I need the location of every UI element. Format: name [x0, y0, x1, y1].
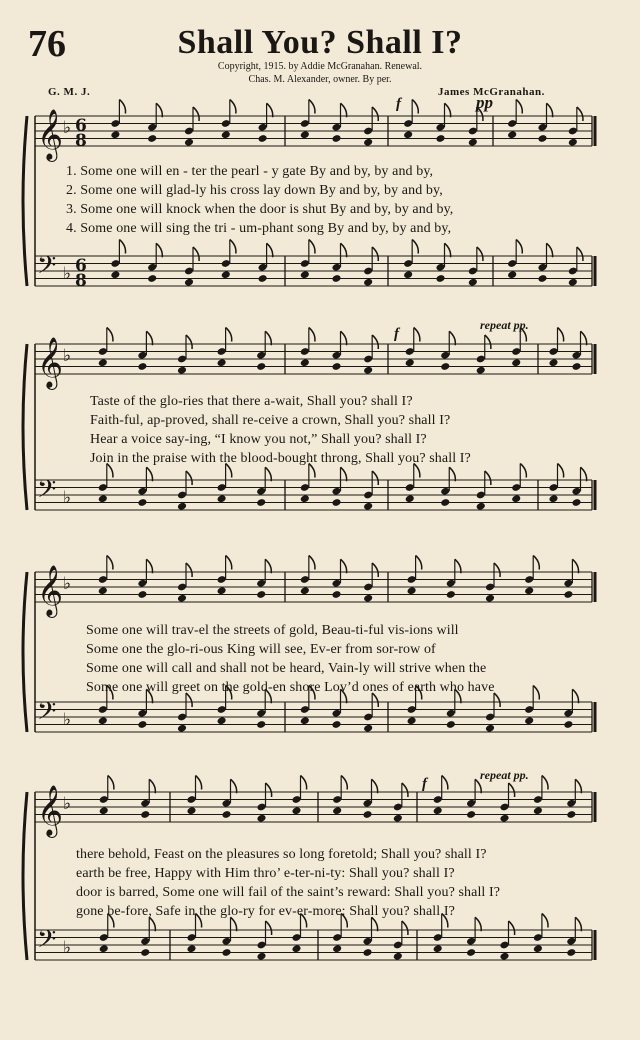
key-signature-flat: ♭ — [63, 346, 72, 366]
treble-note — [110, 130, 120, 139]
bass-note — [256, 498, 266, 507]
verse-3-line-3: Some one will call and shall not be heard, Vain-ly will strive when the — [86, 661, 487, 676]
bass-note — [524, 716, 534, 725]
bass-note — [435, 274, 445, 283]
treble-note-flag — [156, 103, 162, 117]
treble-note — [435, 134, 445, 143]
bass-note — [537, 274, 547, 283]
treble-note-flag — [107, 556, 113, 570]
bass-note — [186, 944, 196, 953]
treble-note — [331, 362, 341, 371]
verse-4-line-3: Some one will greet on the gold-en shore Lov’d ones of earth who have — [86, 680, 495, 695]
verse-2-line-1: 2. Some one will glad-ly his cross lay down By and by, by and by, — [66, 183, 443, 198]
treble-note-flag — [449, 331, 455, 345]
treble-note — [566, 810, 576, 819]
key-signature-flat: ♭ — [63, 938, 72, 958]
treble-clef-icon: 𝄞 — [37, 337, 64, 388]
bass-note-flag — [581, 467, 587, 481]
treble-note-flag — [226, 328, 232, 342]
bass-note-flag — [372, 471, 378, 485]
bass-note-flag — [445, 243, 451, 257]
treble-note-flag — [265, 331, 271, 345]
treble-note-flag — [412, 100, 418, 114]
bass-note-flag — [520, 464, 526, 478]
bass-note-flag — [485, 471, 491, 485]
repeat-pp-2: repeat pp. — [480, 768, 529, 782]
treble-note — [362, 810, 372, 819]
treble-note — [256, 362, 266, 371]
treble-note-flag — [547, 103, 553, 117]
bass-note — [511, 494, 521, 503]
bass-note — [300, 716, 310, 725]
bass-note — [446, 720, 456, 729]
treble-note — [533, 806, 543, 815]
bass-note-flag — [146, 467, 152, 481]
treble-note — [331, 590, 341, 599]
bass-note — [221, 270, 231, 279]
bass-note — [331, 720, 341, 729]
bass-note — [363, 278, 373, 287]
bass-note-flag — [119, 240, 125, 254]
bass-note — [300, 270, 310, 279]
words-credit: G. M. J. — [48, 86, 91, 98]
bass-note — [98, 494, 108, 503]
treble-note-flag — [516, 100, 522, 114]
treble-note-flag — [372, 335, 378, 349]
bass-note — [362, 948, 372, 957]
treble-note-flag — [341, 776, 347, 790]
bass-note — [566, 948, 576, 957]
treble-note-flag — [146, 559, 152, 573]
bass-note — [110, 270, 120, 279]
treble-note — [221, 130, 231, 139]
treble-note — [217, 358, 227, 367]
treble-note-flag — [186, 563, 192, 577]
treble-note — [499, 814, 509, 823]
treble-note — [98, 358, 108, 367]
treble-clef-icon: 𝄞 — [37, 785, 64, 836]
bass-note — [98, 716, 108, 725]
bass-note — [177, 724, 187, 733]
treble-note-flag — [266, 783, 272, 797]
treble-note — [407, 586, 417, 595]
treble-note-flag — [146, 331, 152, 345]
bass-note-flag — [575, 917, 581, 931]
bass-note-flag — [193, 247, 199, 261]
treble-clef-icon: 𝄞 — [37, 109, 64, 160]
treble-note-flag — [149, 779, 155, 793]
bass-note-flag — [186, 471, 192, 485]
treble-note-flag — [196, 776, 202, 790]
verse-4-line-2: Join in the praise with the blood-bought throng, Shall you? shall I? — [90, 451, 471, 466]
treble-note — [186, 806, 196, 815]
key-signature-flat: ♭ — [63, 488, 72, 508]
treble-note — [147, 134, 157, 143]
dynamic-forte-2: f — [394, 326, 399, 342]
treble-note-flag — [442, 776, 448, 790]
bass-note — [476, 502, 486, 511]
dynamic-pianissimo: pp — [476, 93, 493, 112]
verse-1-line-1: 1. Some one will en - ter the pearl - y gate By and by, by and by, — [66, 164, 434, 179]
bass-note — [331, 498, 341, 507]
treble-note — [466, 810, 476, 819]
bass-note — [563, 720, 573, 729]
bass-note — [468, 278, 478, 287]
treble-note-flag — [577, 107, 583, 121]
bass-clef-icon: 𝄢 — [37, 697, 57, 732]
verse-3-line-1: 3. Some one will knock when the door is shut By and by, by and by, — [66, 202, 454, 217]
treble-note — [405, 358, 415, 367]
treble-note-flag — [309, 100, 315, 114]
treble-note — [507, 130, 517, 139]
bass-note — [217, 716, 227, 725]
time-signature-top: 6 — [75, 256, 87, 276]
treble-note-flag — [402, 783, 408, 797]
treble-note — [485, 594, 495, 603]
bass-note — [485, 724, 495, 733]
verse-4-line-1: 4. Some one will sing the tri - um-phant song By and by, by and by, — [66, 221, 452, 236]
bass-note-flag — [509, 921, 515, 935]
bass-note — [332, 944, 342, 953]
bass-note-flag — [449, 467, 455, 481]
treble-note — [217, 586, 227, 595]
bass-note-flag — [547, 243, 553, 257]
treble-note-flag — [341, 331, 347, 345]
bass-note-flag — [372, 247, 378, 261]
dynamic-forte-1: f — [396, 96, 401, 112]
treble-note — [393, 814, 403, 823]
treble-clef-icon: 𝄞 — [37, 565, 64, 616]
key-signature-flat: ♭ — [63, 574, 72, 594]
bass-note — [137, 720, 147, 729]
bass-note — [221, 948, 231, 957]
treble-note-flag — [108, 776, 114, 790]
bass-note-flag — [516, 240, 522, 254]
key-signature-flat: ♭ — [63, 118, 72, 138]
dynamic-forte-3: f — [422, 776, 427, 792]
bass-note-flag — [265, 467, 271, 481]
treble-note — [363, 594, 373, 603]
copyright-line-1: Copyright, 1915. by Addie McGranahan. Renewal. — [217, 61, 423, 72]
verse-2-line-2: Faith-ful, ap-proved, shall re-ceive a crown, Shall you? shall I? — [90, 413, 451, 428]
bass-note — [571, 498, 581, 507]
repeat-pp-1: repeat pp. — [480, 318, 529, 332]
verse-1-line-2: Taste of the glo-ries that there a-wait, Shall you? shall I? — [90, 394, 413, 409]
bass-note-flag — [477, 247, 483, 261]
treble-note — [258, 134, 268, 143]
treble-note — [98, 586, 108, 595]
treble-note — [99, 806, 109, 815]
treble-note-flag — [309, 556, 315, 570]
treble-note-flag — [301, 776, 307, 790]
bass-note — [393, 952, 403, 961]
bass-note-flag — [230, 240, 236, 254]
verse-4-line-4: gone be-fore, Safe in the glo-ry for ev-er-more: Shall you? shall I? — [76, 904, 455, 919]
treble-note-flag — [226, 556, 232, 570]
bass-note-flag — [267, 243, 273, 257]
treble-note — [291, 806, 301, 815]
treble-note — [331, 134, 341, 143]
bass-note-flag — [266, 921, 272, 935]
key-signature-flat: ♭ — [63, 264, 72, 284]
treble-note — [403, 130, 413, 139]
treble-note — [300, 586, 310, 595]
bass-note — [440, 498, 450, 507]
treble-note-flag — [416, 556, 422, 570]
treble-note — [300, 130, 310, 139]
system-4-brace — [23, 792, 27, 960]
bass-clef-icon: 𝄢 — [37, 475, 57, 510]
key-signature-flat: ♭ — [63, 710, 72, 730]
treble-note — [221, 810, 231, 819]
treble-note-flag — [372, 563, 378, 577]
verse-3-line-4: door is barred, Some one will fail of the saint’s reward: Shall you? shall I? — [76, 885, 501, 900]
treble-note-flag — [107, 328, 113, 342]
treble-note-flag — [231, 779, 237, 793]
treble-note-flag — [230, 100, 236, 114]
treble-note-flag — [119, 100, 125, 114]
treble-note — [571, 362, 581, 371]
bass-note — [466, 948, 476, 957]
key-signature-flat: ♭ — [63, 794, 72, 814]
bass-note-flag — [309, 240, 315, 254]
bass-note — [300, 494, 310, 503]
treble-note — [363, 366, 373, 375]
bass-note — [533, 944, 543, 953]
treble-note-flag — [193, 107, 199, 121]
treble-note — [468, 138, 478, 147]
bass-note — [331, 274, 341, 283]
bass-note — [140, 948, 150, 957]
treble-note — [177, 594, 187, 603]
treble-note — [568, 138, 578, 147]
time-signature-top: 6 — [75, 116, 87, 136]
treble-note-flag — [445, 103, 451, 117]
treble-note — [184, 138, 194, 147]
bass-note — [499, 952, 509, 961]
treble-note-flag — [509, 783, 515, 797]
treble-note-flag — [414, 328, 420, 342]
bass-note-flag — [402, 921, 408, 935]
music-credit: James McGranahan. — [438, 86, 545, 98]
system-1-brace — [23, 116, 27, 286]
treble-note — [440, 362, 450, 371]
treble-note-flag — [186, 335, 192, 349]
treble-note-flag — [485, 335, 491, 349]
bass-note — [256, 952, 266, 961]
treble-note — [524, 586, 534, 595]
verse-2-line-4: earth be free, Happy with Him thro’ e-ter-ni-ty: Shall you? shall I? — [76, 866, 455, 881]
bass-note-flag — [341, 467, 347, 481]
treble-note — [363, 138, 373, 147]
bass-note — [405, 494, 415, 503]
bass-note — [363, 724, 373, 733]
bass-note — [507, 270, 517, 279]
treble-note — [300, 358, 310, 367]
treble-note-flag — [372, 779, 378, 793]
verse-2-line-3: Some one the glo-ri-ous King will see, Ev-er from sor-row of — [86, 642, 436, 657]
bass-note-flag — [542, 914, 548, 928]
verse-1-line-3: Some one will trav-el the streets of gold, Beau-ti-ful vis-ions will — [86, 623, 459, 638]
treble-note — [256, 814, 266, 823]
treble-note — [563, 590, 573, 599]
bass-note-flag — [533, 686, 539, 700]
treble-note — [548, 358, 558, 367]
time-signature-bottom: 8 — [75, 131, 87, 151]
treble-note-flag — [309, 328, 315, 342]
treble-note — [137, 590, 147, 599]
treble-note-flag — [575, 779, 581, 793]
treble-note-flag — [581, 331, 587, 345]
bass-note-flag — [494, 693, 500, 707]
verse-1-line-4: there behold, Feast on the pleasures so long foretold; Shall you? shall I? — [76, 847, 487, 862]
treble-note — [177, 366, 187, 375]
treble-note — [511, 358, 521, 367]
treble-note — [137, 362, 147, 371]
treble-note — [256, 590, 266, 599]
hymn-number: 76 — [28, 23, 66, 65]
bass-clef-icon: 𝄢 — [37, 925, 57, 960]
bass-note-flag — [577, 247, 583, 261]
bass-note — [258, 274, 268, 283]
system-2-brace — [23, 344, 27, 510]
bass-note — [256, 720, 266, 729]
bass-note-flag — [475, 917, 481, 931]
bass-note — [568, 278, 578, 287]
treble-note-flag — [372, 107, 378, 121]
treble-note-flag — [341, 559, 347, 573]
time-signature-bottom: 8 — [75, 271, 87, 291]
bass-note-flag — [572, 689, 578, 703]
bass-note-flag — [412, 240, 418, 254]
bass-note-flag — [558, 464, 564, 478]
bass-note-flag — [341, 243, 347, 257]
treble-note-flag — [542, 776, 548, 790]
treble-note — [476, 366, 486, 375]
bass-note — [99, 944, 109, 953]
verse-3-line-2: Hear a voice say-ing, “I know you not,” Shall you? shall I? — [90, 432, 427, 447]
system-3-brace — [23, 572, 27, 732]
treble-note-flag — [494, 563, 500, 577]
treble-note-flag — [267, 103, 273, 117]
treble-note-flag — [572, 559, 578, 573]
treble-note-flag — [265, 559, 271, 573]
treble-note — [140, 810, 150, 819]
treble-note — [433, 806, 443, 815]
bass-note — [403, 270, 413, 279]
bass-note — [433, 944, 443, 953]
bass-clef-icon: 𝄢 — [37, 251, 57, 286]
bass-note — [548, 494, 558, 503]
bass-note — [147, 274, 157, 283]
bass-note — [137, 498, 147, 507]
treble-note-flag — [558, 328, 564, 342]
copyright-line-2: Chas. M. Alexander, owner. By per. — [248, 74, 392, 85]
bass-note — [217, 494, 227, 503]
treble-note — [446, 590, 456, 599]
hymn-title: Shall You? Shall I? — [177, 24, 463, 61]
bass-note-flag — [156, 243, 162, 257]
treble-note-flag — [341, 103, 347, 117]
bass-note — [177, 502, 187, 511]
treble-note — [537, 134, 547, 143]
bass-note — [407, 716, 417, 725]
bass-note — [184, 278, 194, 287]
treble-note-flag — [455, 559, 461, 573]
treble-note-flag — [533, 556, 539, 570]
bass-note — [291, 944, 301, 953]
bass-note — [363, 502, 373, 511]
treble-note — [332, 806, 342, 815]
